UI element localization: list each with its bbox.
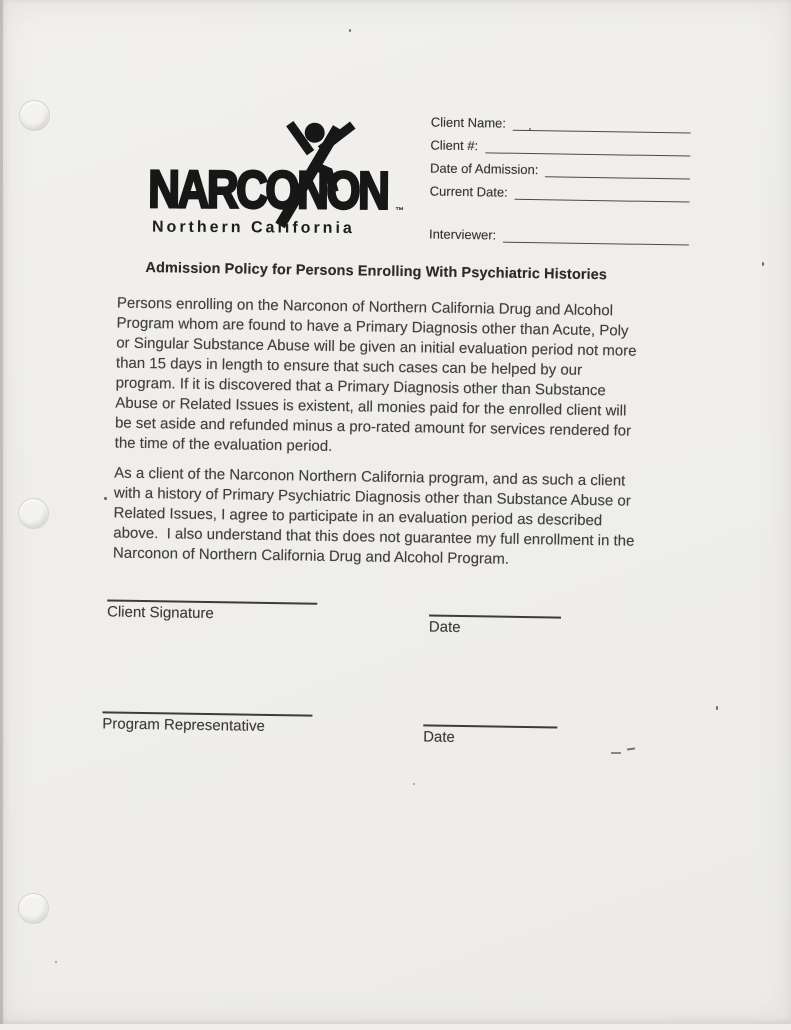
logo-subtitle: Northern California — [151, 218, 355, 238]
field-row-client-number — [430, 137, 690, 156]
program-representative-block — [102, 711, 312, 735]
page-title: Admission Policy for Persons Enrolling With Psychiatric Histories — [145, 259, 608, 284]
interviewer-label: Interviewer: — [428, 226, 497, 243]
client-number-label: Client #: — [430, 137, 479, 154]
policy-paragraph-1: Persons enrolling on the Narconon of Northern California Drug and Alcohol Program whom are found to have a Primary Diagnosis other than Acute, Poly or Singular Substance Abuse will be given an initial evaluation period not more than 15 days in length to ensure that such cases can be helped by our program. If it is discovered that a Primary Diagnosis other than Substance Abuse or Related Issues is existent, all monies paid for the enrolled client will be set aside and refunded minus a pro-rated amount for services rendered for the time of the evaluation period. — [114, 294, 637, 455]
scan-speck — [104, 497, 107, 500]
client-name-blank — [513, 118, 691, 134]
client-signature-block — [107, 599, 317, 623]
scan-speck — [349, 29, 351, 32]
client-date-label: Date — [428, 618, 461, 636]
date-of-admission-label: Date of Admission: — [429, 160, 539, 178]
scan-speck — [529, 128, 531, 130]
interviewer-blank — [503, 230, 689, 246]
client-date-block — [429, 614, 561, 637]
client-signature-label: Client Signature — [106, 603, 214, 623]
leaping-figure-icon — [260, 105, 371, 231]
client-info-fields — [429, 114, 691, 253]
trademark-symbol: ™ — [395, 205, 405, 216]
pencil-mark — [611, 752, 621, 754]
narconon-logo — [2, 0, 424, 249]
field-row-client-name — [431, 114, 691, 133]
current-date-blank — [515, 187, 690, 203]
client-number-blank — [485, 140, 690, 156]
field-row-current-date — [430, 183, 690, 202]
field-row-interviewer — [429, 226, 689, 245]
date-of-admission-blank — [545, 164, 690, 179]
policy-paragraph-2: As a client of the Narconon Northern California program, and as such a client with a history of Primary Psychiatric Diagnosis other than Substance Abuse or Related Issues, I agree to participate in an evaluation period as described above. I also understand that this does not guarantee my full enrollment in the Narconon of Northern California Drug and Alcohol Program. — [112, 464, 635, 568]
narconon-wordmark: NARCONON — [148, 160, 388, 221]
scan-speck — [413, 783, 415, 785]
field-row-date-of-admission — [430, 160, 690, 179]
representative-date-label: Date — [423, 728, 455, 746]
scan-speck — [716, 706, 718, 710]
representative-date-block — [423, 724, 557, 747]
scan-speck — [762, 262, 764, 266]
scan-speck — [55, 961, 57, 963]
current-date-label: Current Date: — [429, 183, 508, 200]
client-name-label: Client Name: — [430, 114, 507, 131]
program-representative-label: Program Representative — [102, 715, 265, 735]
